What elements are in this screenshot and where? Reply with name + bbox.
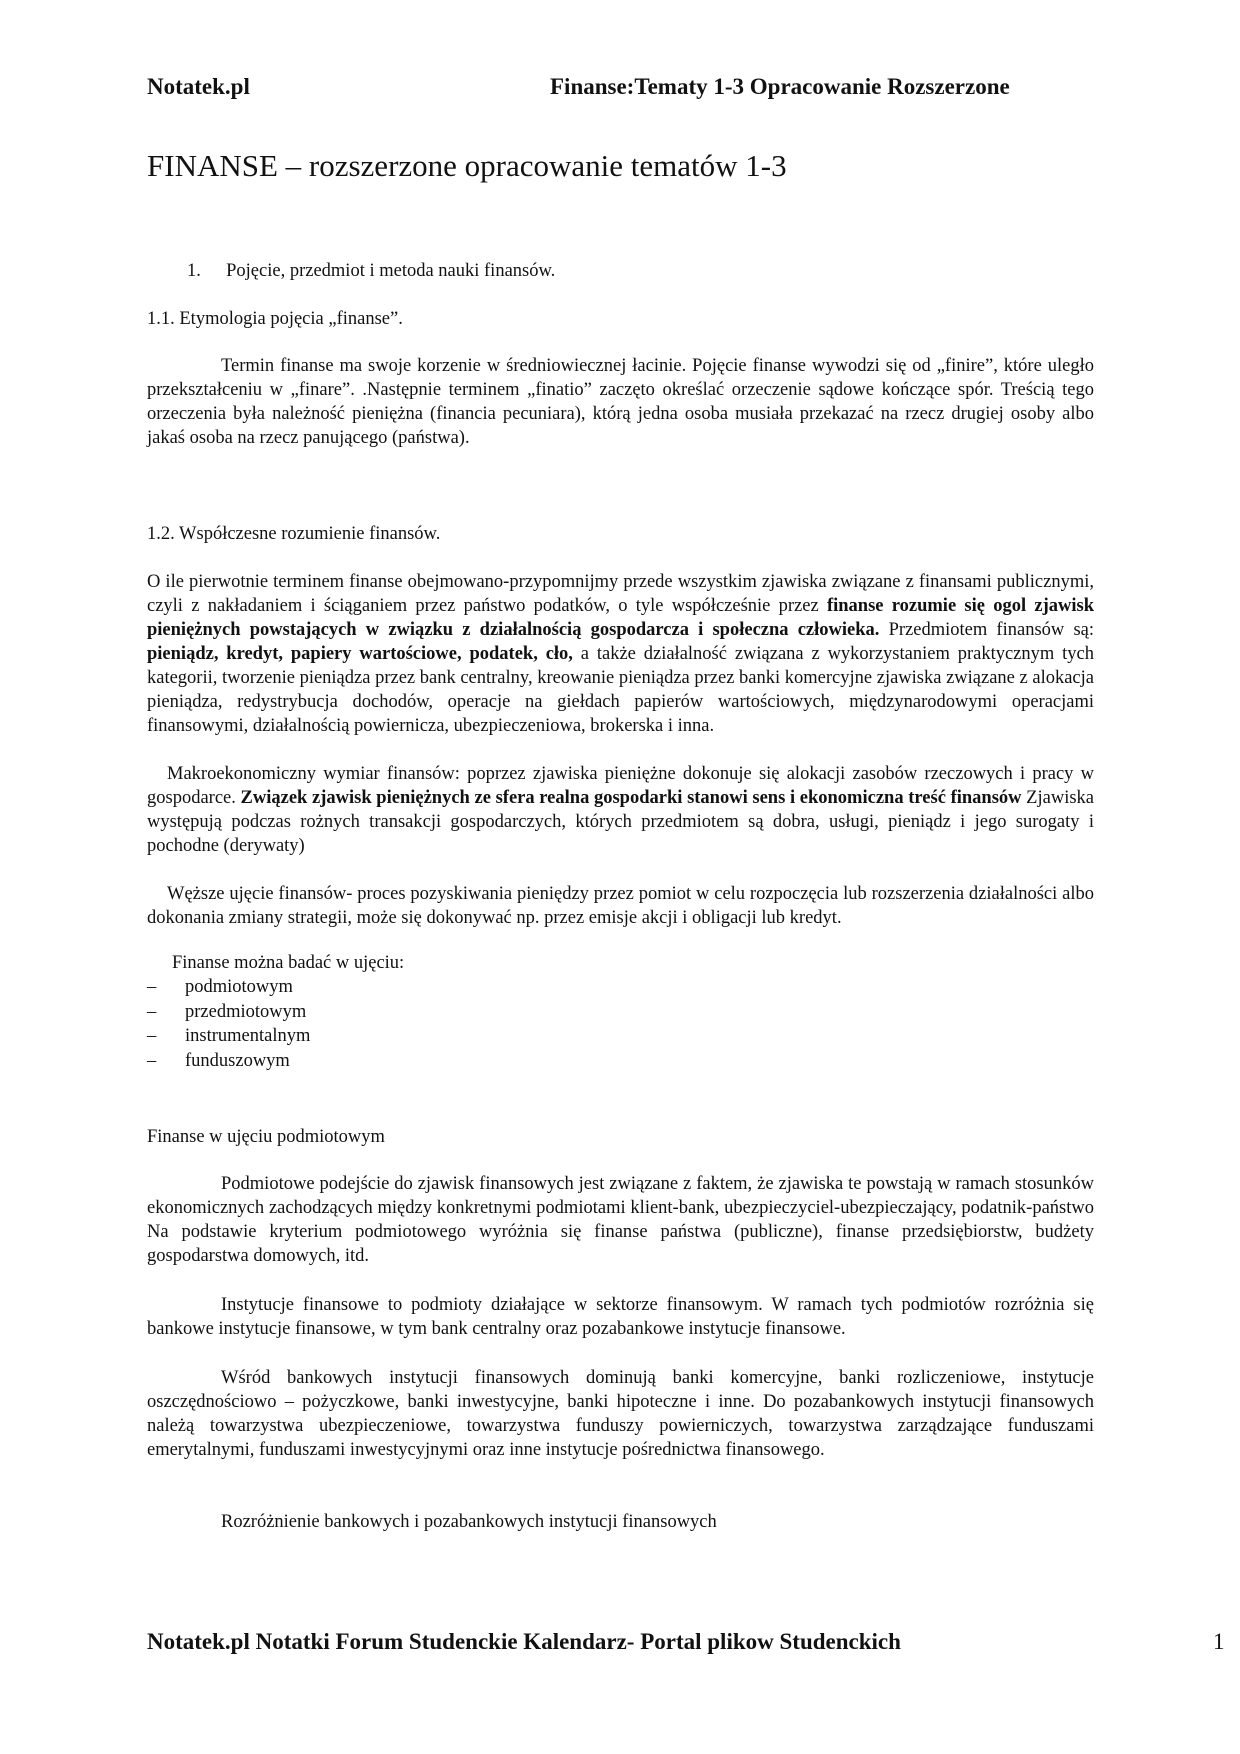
page-number: 1 — [1213, 1629, 1225, 1654]
section-1-title: Pojęcie, przedmiot i metoda nauki finansów. — [226, 261, 556, 281]
list-item-text: podmiotowym — [185, 977, 293, 997]
section-1-1-paragraph: Termin finanse ma swoje korzenie w średniowiecznej łacinie. Pojęcie finanse wywodzi się od „finire”, które uległo przekształceniu w „finare”. .Następnie terminem „finatio” zaczęto określać orzeczenie sądowe kończące spór. Treścią tego orzeczenia była należność pieniężna (financia pecuniara), którą jedna osoba musiała przekazać na rzecz drugiej osoby albo jakaś osoba na rzecz panującego (państwa). — [147, 356, 1094, 448]
text-run: O ile pierwotnie terminem finanse obejmowano-przypomnijmy przede wszystkim zjawiska związane z finansami publicznymi, czyli z nakładaniem i ściąganiem przez państwo podatków, o tyle współcześnie przez — [147, 572, 1094, 616]
list-item-text: przedmiotowym — [185, 1001, 307, 1022]
list-item — [147, 1024, 310, 1049]
list-item — [147, 1049, 310, 1074]
podmiotowe-heading: Finanse w ujęciu podmiotowym — [147, 1127, 385, 1147]
bold-definition: finanse rozumie się ogol zjawisk pieniężnych powstających w związku z działalnością gospodarcza i społeczna człowieka. — [147, 596, 1095, 640]
header-site-name: Notatek.pl — [147, 74, 250, 99]
list-item-text: funduszowym — [185, 1050, 290, 1071]
bold-subjects: pieniądz, kredyt, papiery wartościowe, podatek, cło, — [147, 644, 573, 664]
section-1-2-paragraph-2 — [147, 762, 1094, 858]
approach-list — [147, 975, 310, 1073]
list-item-text: instrumentalnym — [185, 1026, 311, 1046]
podmiotowe-paragraph-1: Podmiotowe podejście do zjawisk finansowych jest związane z faktem, że zjawiska te powstają w ramach stosunków ekonomicznych zachodzących między konkretnymi podmiotami klient-bank, ubezpieczyciel-ubezpieczający, podatnik-państwo Na podstawie kryterium podmiotowego wyróżnia się finanse państwa (publiczne), finanse przedsiębiorstw, budżety gospodarstwa domowych, itd. — [147, 1174, 1094, 1266]
bold-sentence: Związek zjawisk pieniężnych ze sfera realna gospodarki stanowi sens i ekonomiczna treść finansów — [240, 788, 1022, 808]
footer-text: Notatek.pl Notatki Forum Studenckie Kalendarz- Portal plikow Studenckich — [147, 1629, 901, 1654]
podmiotowe-paragraph-4: Rozróżnienie bankowych i pozabankowych instytucji finansowych — [221, 1512, 717, 1532]
text-run: Przedmiotem finansów są: — [879, 620, 1094, 640]
dash-marker: – — [147, 977, 157, 997]
dash-marker: – — [147, 1001, 157, 1022]
text-run: Makroekonomiczny wymiar finansów: poprzez zjawiska pieniężne dokonuje się alokacji zasobów rzeczowych i pracy w gospodarce. — [147, 764, 1094, 808]
list-intro: Finanse można badać w ujęciu: — [172, 953, 405, 973]
list-item — [147, 1000, 310, 1025]
text-run: Zjawiska występują podczas rożnych transakcji gospodarczych, których przedmiotem są dobra, usługi, pieniądz i jego surogaty i pochodne (derywaty) — [147, 788, 1094, 856]
section-1-2-paragraph-3: Węższe ujęcie finansów- proces pozyskiwania pieniędzy przez pomiot w celu rozpoczęcia lub rozszerzenia działalności albo dokonania zmiany strategii, może się dokonywać np. przez emisje akcji i obligacji lub kredyt. — [147, 884, 1094, 928]
dash-marker: – — [147, 1050, 157, 1071]
section-1-heading — [187, 259, 1134, 283]
list-item — [147, 975, 310, 1000]
text-run: a także działalność związana z wykorzystaniem praktycznym tych kategorii, tworzenie pieniądza przez bank centralny, kreowanie pieniądza przez banki komercyjne zjawiska związane z alokacja pieniądza, redystrybucja dochodów, operacje na giełdach papierów wartościowych, międzynarodowymi operacjami finansowymi, działalnością powiernicza, ubezpieczeniowa, brokerska i inna. — [147, 644, 1094, 736]
section-1-2-heading: 1.2. Współczesne rozumienie finansów. — [147, 524, 441, 544]
section-1-2-paragraph-1 — [147, 570, 1094, 738]
header-document-title: Finanse:Tematy 1-3 Opracowanie Rozszerzone — [550, 74, 1010, 99]
podmiotowe-paragraph-2: Instytucje finansowe to podmioty działające w sektorze finansowym. W ramach tych podmiotów rozróżnia się bankowe instytucje finansowe, w tym bank centralny oraz pozabankowe instytucje finansowe. — [147, 1295, 1094, 1339]
section-1-1-heading: 1.1. Etymologia pojęcia „finanse”. — [147, 309, 403, 329]
podmiotowe-paragraph-3: Wśród bankowych instytucji finansowych dominują banki komercyjne, banki rozliczeniowe, instytucje oszczędnościowo – pożyczkowe, banki inwestycyjne, banki hipoteczne i inne. Do pozabankowych instytucji finansowych należą towarzystwa ubezpieczeniowe, towarzystwa funduszy powierniczych, towarzystwa zarządzające funduszami emerytalnymi, funduszami inwestycyjnymi oraz inne instytucje pośrednictwa finansowego. — [147, 1368, 1094, 1460]
dash-marker: – — [147, 1026, 157, 1046]
section-1-number: 1. — [187, 261, 201, 281]
page-title: FINANSE – rozszerzone opracowanie tematów 1-3 — [147, 148, 787, 183]
